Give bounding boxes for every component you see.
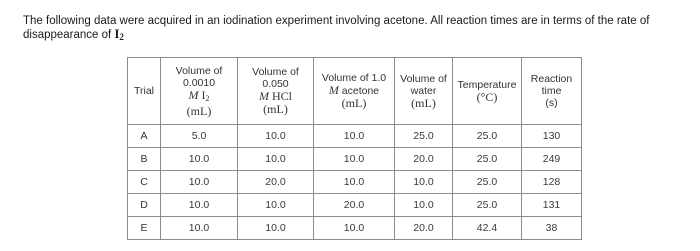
header-acetone-volume xyxy=(314,58,395,125)
table-header-row xyxy=(128,58,582,125)
header-hcl-line-2: 0.050 xyxy=(262,78,289,90)
cell-iodine-volume: 10.0 xyxy=(161,148,238,171)
cell-acetone-volume: 10.0 xyxy=(314,125,395,148)
table-row xyxy=(128,217,582,240)
header-acetone-species: acetone xyxy=(341,85,380,97)
cell-temperature: 25.0 xyxy=(453,125,522,148)
cell-acetone-volume: 10.0 xyxy=(314,217,395,240)
header-iodine-molarity: M xyxy=(188,87,199,102)
cell-water-volume: 20.0 xyxy=(395,148,453,171)
header-hcl-species: HCl xyxy=(271,89,292,103)
cell-trial: C xyxy=(128,171,161,194)
header-time-line-1: Reaction xyxy=(530,73,573,85)
cell-hcl-volume: 20.0 xyxy=(238,171,314,194)
iodination-data-table xyxy=(127,57,582,240)
iodine-symbol-subscript: 2 xyxy=(119,32,124,42)
header-water-unit: (mL) xyxy=(411,95,436,110)
header-iodine-volume xyxy=(161,58,238,125)
cell-temperature: 25.0 xyxy=(453,148,522,171)
header-acetone-unit: (mL) xyxy=(341,96,367,110)
header-hcl-line-1: Volume of xyxy=(252,66,299,78)
cell-iodine-volume: 10.0 xyxy=(161,171,238,194)
cell-temperature: 25.0 xyxy=(453,171,522,194)
table-row xyxy=(128,148,582,171)
header-temperature-unit: (°C) xyxy=(476,89,498,104)
table-row xyxy=(128,125,582,148)
header-iodine-formula xyxy=(161,89,237,105)
cell-reaction-time: 128 xyxy=(522,171,582,194)
cell-reaction-time: 38 xyxy=(522,217,582,240)
cell-trial: A xyxy=(128,125,161,148)
header-iodine-subscript: 2 xyxy=(205,93,210,103)
cell-trial: D xyxy=(128,194,161,217)
header-hcl-molarity: M xyxy=(258,89,269,103)
problem-text-line-2 xyxy=(23,28,683,44)
problem-text-line-1: The following data were acquired in an iodination experiment involving acetone. All reaction times are in terms of the rate of xyxy=(23,15,650,27)
problem-text-line-2-words: disappearance of xyxy=(23,29,112,41)
cell-temperature: 25.0 xyxy=(453,194,522,217)
header-water-line-2: water xyxy=(410,84,437,97)
header-temperature xyxy=(453,58,522,125)
cell-reaction-time: 130 xyxy=(522,125,582,148)
cell-temperature: 42.4 xyxy=(453,217,522,240)
header-water-volume xyxy=(395,58,453,125)
cell-acetone-volume: 10.0 xyxy=(314,148,395,171)
cell-water-volume: 25.0 xyxy=(395,125,453,148)
cell-acetone-volume: 20.0 xyxy=(314,194,395,217)
header-acetone-molarity: M xyxy=(328,83,339,97)
header-time-line-2: time xyxy=(541,85,562,97)
cell-iodine-volume: 10.0 xyxy=(161,194,238,217)
header-hcl-volume xyxy=(238,58,314,125)
cell-trial: B xyxy=(128,148,161,171)
cell-hcl-volume: 10.0 xyxy=(238,217,314,240)
cell-hcl-volume: 10.0 xyxy=(238,194,314,217)
header-hcl-unit: (mL) xyxy=(263,102,288,116)
cell-acetone-volume: 10.0 xyxy=(314,171,395,194)
cell-reaction-time: 131 xyxy=(522,194,582,217)
problem-statement xyxy=(23,15,683,44)
cell-hcl-volume: 10.0 xyxy=(238,148,314,171)
cell-water-volume: 20.0 xyxy=(395,217,453,240)
header-time-unit: (s) xyxy=(545,97,558,109)
header-acetone-line-1: Volume of 1.0 xyxy=(321,72,387,84)
cell-hcl-volume: 10.0 xyxy=(238,125,314,148)
cell-iodine-volume: 5.0 xyxy=(161,125,238,148)
iodine-symbol xyxy=(114,27,123,41)
cell-water-volume: 10.0 xyxy=(395,171,453,194)
header-reaction-time xyxy=(522,58,582,125)
table-row xyxy=(128,194,582,217)
header-iodine-line-1: Volume of xyxy=(175,64,223,77)
header-trial-label: Trial xyxy=(133,85,155,97)
table-row xyxy=(128,171,582,194)
cell-water-volume: 10.0 xyxy=(395,194,453,217)
header-iodine-species: I xyxy=(201,87,206,102)
header-temperature-line-1: Temperature xyxy=(457,78,517,91)
cell-trial: E xyxy=(128,217,161,240)
cell-reaction-time: 249 xyxy=(522,148,582,171)
iodine-symbol-letter: I xyxy=(114,27,120,41)
header-iodine-line-2: 0.0010 xyxy=(182,76,216,89)
header-trial xyxy=(128,58,161,125)
header-iodine-unit: (mL) xyxy=(186,103,212,118)
cell-iodine-volume: 10.0 xyxy=(161,217,238,240)
header-water-line-1: Volume of xyxy=(400,72,447,85)
